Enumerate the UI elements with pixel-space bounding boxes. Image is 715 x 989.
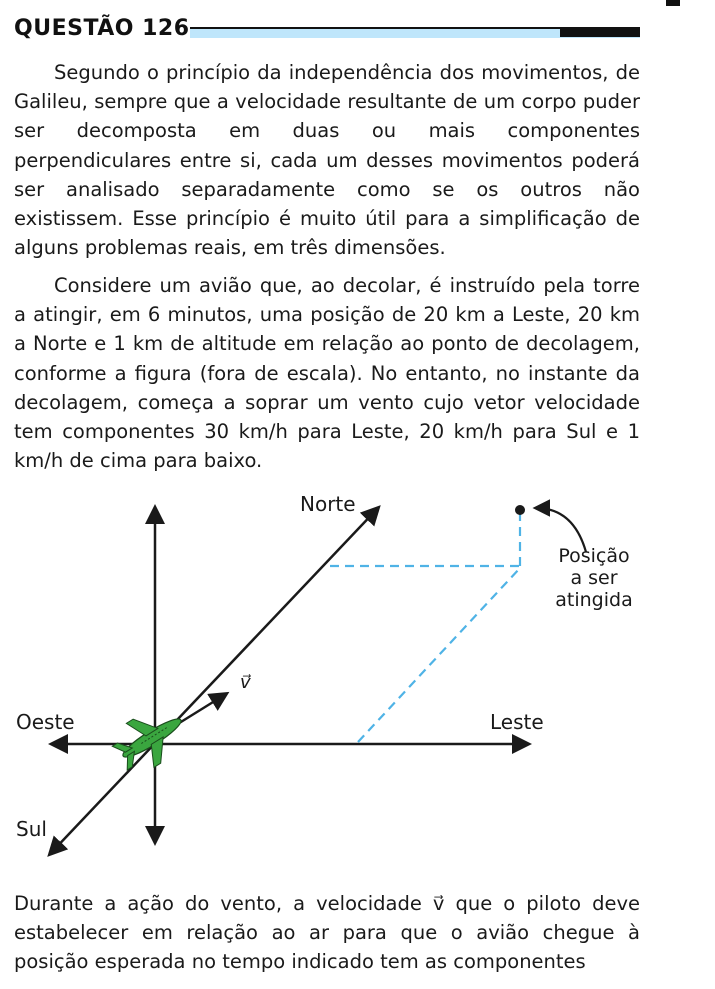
target-point [515, 505, 525, 515]
label-sul: Sul [16, 817, 47, 841]
figure-diagram [0, 480, 715, 880]
label-target-line1: Posição [558, 545, 630, 567]
header-rule-dark [560, 27, 640, 37]
label-target-line3: atingida [555, 589, 633, 611]
label-oeste: Oeste [16, 710, 75, 734]
paragraph-scenario: Considere um avião que, ao decolar, é instruído pela torre a atingir, em 6 minutos, uma posição de 20 km a Leste, 20 km a Norte e 1 km de altitude em relação ao ponto de decolagem, conforme a figura (fora de escala). No entanto, no instante da decolagem, começa a soprar um vento cujo vetor velocidade tem componentes 30 km/h para Leste, 20 km/h para Sul e 1 km/h de cima para baixo. [14, 274, 640, 473]
question-title: QUESTÃO 126 [14, 16, 190, 41]
label-target-line2: a ser [570, 567, 618, 589]
paragraph-principle: Segundo o princípio da independência dos movimentos, de Galileu, sempre que a velocidade resultante de um corpo puder ser decomposta em duas ou mais componentes perpendiculares entre si, cada um desses movimentos poderá ser analisado separadamente como se os outros não existissem. Esse princípio é muito útil para a simplificação de alguns problemas reais, em três dimensões. [14, 61, 640, 260]
label-norte: Norte [300, 492, 356, 516]
diagram-svg [0, 480, 715, 880]
paragraph-question: Durante a ação do vento, a velocidade v⃗ que o piloto deve estabelecer em relação ao ar para que o avião chegue à posição esperada no tempo indicado tem as componentes [14, 892, 640, 974]
label-leste: Leste [490, 710, 544, 734]
corner-mark [666, 0, 680, 6]
label-vector: v⃗ [240, 672, 251, 693]
south-north-axis [50, 508, 378, 854]
airplane-icon [106, 698, 195, 780]
question-header [14, 14, 704, 48]
